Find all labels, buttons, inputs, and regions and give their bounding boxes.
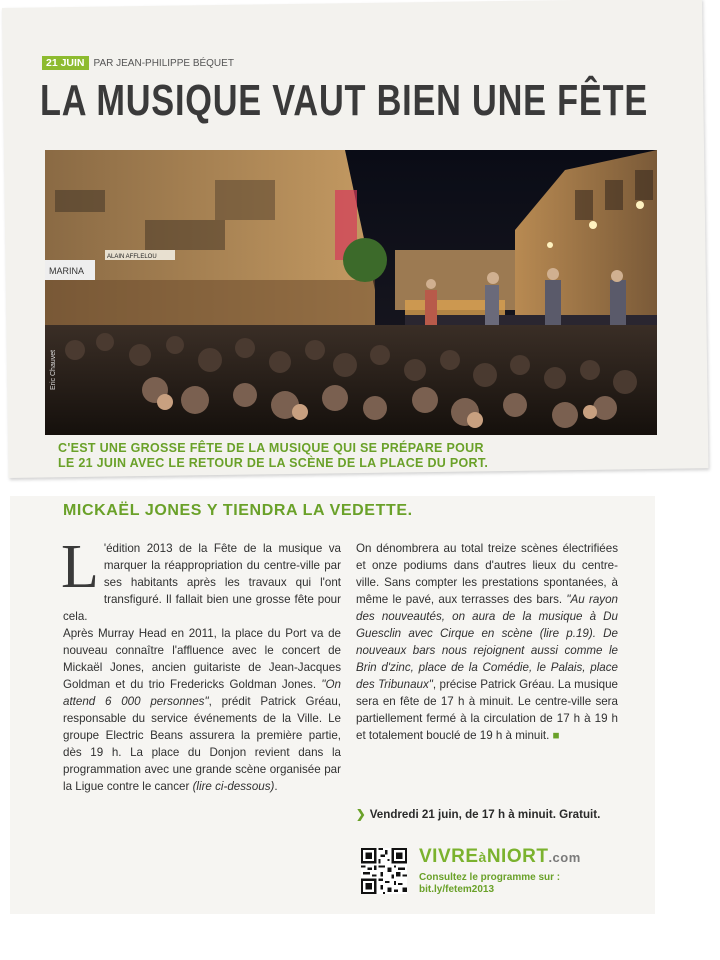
- program-link[interactable]: bit.ly/fetem2013: [419, 884, 495, 895]
- brand-com: .com: [548, 850, 581, 865]
- intro-text: 'édition 2013 de la Fête de la musique va marquer la réappropriation du centre-ville par ses habitants après les travaux qui l'ont transfiguré. Il fallait bien une grosse fête pour cela.: [63, 542, 341, 623]
- consult-text: Consultez le programme sur :: [419, 872, 561, 883]
- qr-code-icon[interactable]: [361, 848, 407, 894]
- stages-quote: "Au rayon des nouveautés, on aura de la musique à Du Guesclin avec Cirque en scène (lire p.19). De nouveaux bars nous rejoignent aussi comme le Brin d'zinc, place de la Comédie, le Palais, place des Tribunaux": [356, 593, 618, 691]
- headline: LA MUSIQUE VAUT BIEN UNE FÊTE: [40, 76, 648, 125]
- article-column-right: [356, 540, 618, 744]
- concert-text-2: , prédit Patrick Gréau, responsable du service événements de la Ville. Le groupe Electric Beans assurera la première partie, dès 19 h. La place du Donjon revient dans la programmation avec une grande scène organisée par la Ligue contre le cancer: [63, 695, 341, 793]
- article-column-left: [61, 533, 341, 795]
- byline: PAR JEAN-PHILIPPE BÉQUET: [93, 58, 234, 69]
- photo-caption: [58, 441, 488, 471]
- caption-line-2: LE 21 JUIN AVEC LE RETOUR DE LA SCÈNE DE LA PLACE DU PORT.: [58, 456, 489, 470]
- date-tag: 21 JUIN: [42, 56, 89, 70]
- program-link-block: [419, 872, 560, 896]
- brand-a: à: [478, 849, 487, 865]
- paragraph-concert: [63, 625, 341, 795]
- sign-marina: MARINA: [49, 266, 85, 276]
- paragraph-stages: [356, 540, 618, 744]
- caption-line-1: C'EST UNE GROSSE FÊTE DE LA MUSIQUE QUI SE PRÉPARE POUR: [58, 441, 484, 455]
- stages-text: On dénombrera au total treize scènes électrifiées et onze podiums dans d'autres lieux du centre-ville. Sans compter les prestations spontanées, à même le pavé, aux terrasses des bars.: [356, 542, 618, 606]
- brand-vivre: VIVRE: [419, 846, 479, 867]
- sign-afflelou: ALAIN AFFLELOU: [107, 254, 157, 260]
- concert-quote: "On attend 6 000 personnes": [63, 678, 341, 708]
- brand-niort: NIORT: [486, 846, 549, 867]
- brand-logo: [419, 846, 581, 868]
- drop-cap: L: [61, 533, 99, 601]
- photo-credit: Eric Chauvet: [50, 349, 57, 390]
- concert-photo: [45, 150, 657, 435]
- concert-text: Après Murray Head en 2011, la place du Port va de nouveau connaître l'affluence avec le concert de Mickaël Jones, ancien guitariste de Jean-Jacques Goldman et du trio Fredericks Goldman Jones.: [63, 627, 341, 691]
- subheadline: MICKAËL JONES Y TIENDRA LA VEDETTE.: [63, 502, 413, 519]
- event-info-text: Vendredi 21 juin, de 17 h à minuit. Gratuit.: [369, 808, 601, 821]
- stages-text-2: , précise Patrick Gréau. La musique sera en fête de 17 h à minuit. Le centre-ville sera partiellement fermé à la circulation de 17 h à 19 h et totalement bouclé de 19 h à minuit.: [356, 678, 618, 742]
- end-mark: ■: [552, 729, 560, 742]
- see-below-reference: (lire ci-dessous): [192, 780, 275, 793]
- chevron-right-icon: ❯: [356, 808, 366, 821]
- paragraph-intro: [61, 533, 341, 625]
- event-info: [356, 807, 600, 821]
- concert-period: .: [274, 780, 278, 793]
- kicker: [42, 57, 234, 69]
